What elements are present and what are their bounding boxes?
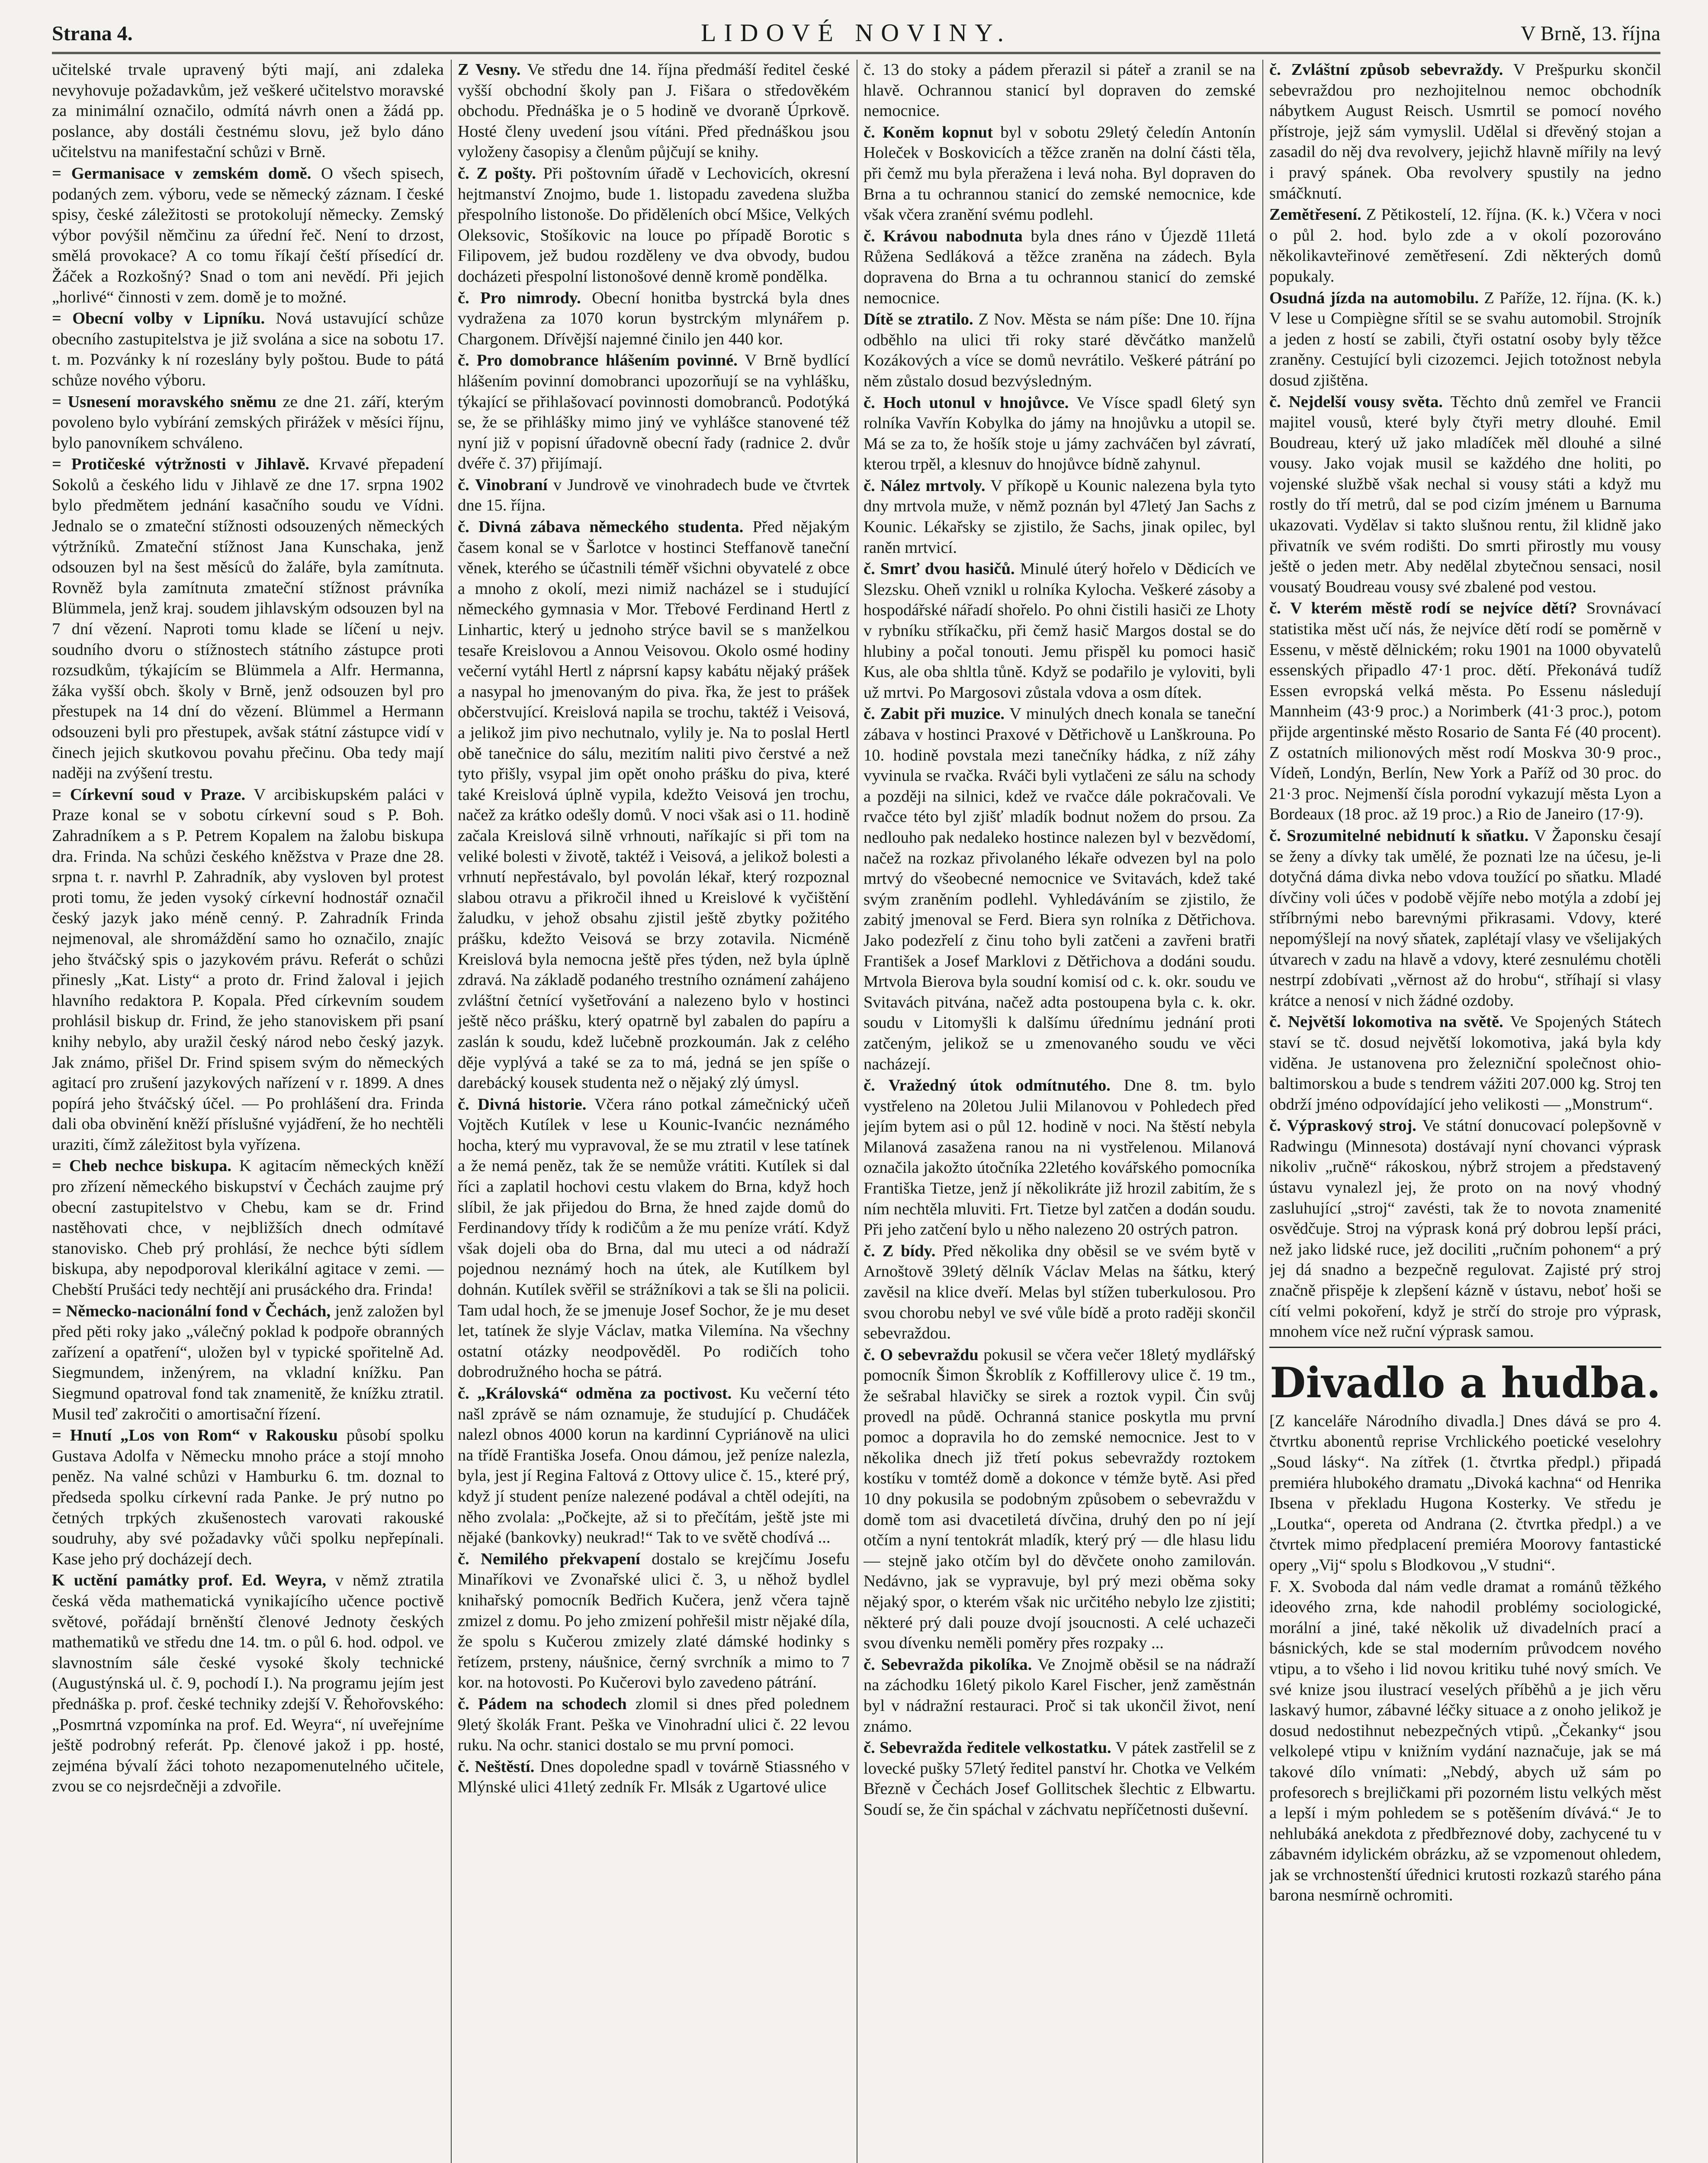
item-mark: č. (864, 476, 875, 495)
news-item (458, 1549, 850, 1693)
item-body: byla dnes ráno v Újezdě 11letá Růžena Sedláková a těžce zraněna na zádech. Byla dopravena do Brna a tu ochrannou stanicí do zemské nemocnice. (864, 227, 1255, 307)
item-headline: Obecní volby v Lipníku. (72, 309, 265, 328)
item-headline: Pro nimrody. (480, 289, 581, 307)
news-item (458, 475, 850, 516)
news-item (864, 704, 1255, 1075)
item-body: Před nějakým časem konal se v Šarlotce v hostinci Steffanově taneční věnek, kterého se účastnili téměř všichni obyvatelé z obce a mnoho z okolí, mezi nimiž nacházel se i studující německého gymnasia v Mor. Třebové Ferdinand Hertl z Linhartic, který u jednoho strýce bavil se s manželkou tesaře Kreislovou a Annou Veisovou. Okolo osmé hodiny večerní vytáhl Hertl z náprsní kapsy kabátu nějaký prášek a nasypal ho jmenovaným do piva. řka, že jest to prášek občerstvující. Kreislová napila se trochu, taktéž i Veisová, a jelikož jim pivo nechutnalo, vylily je. Na to poslal Hertl obě tanečnice do sálu, mezitím naliti pivo čerstvé a než tyto přišly, vsypal jim opět onoho prášku do piva, které také Kreislová úplně vypila, kdežto Veisová jen trochu, načež za krátko odešly domů. V noci však asi o 11. hodině začala Kreislová silně vrhnouti, naříkajíc si při tom na veliké bolesti v životě, taktéž i Veisová, a jelikož bolesti a vrhnutí nepřestávalo, byl povolán lékař, který rozpoznal slabou otravu a přikročil ihned u Kreislové k vyčištění žaludku, v jehož obsahu zjistil ještě zbytky požitého prášku, kdežto Veisová se brzy zotavila. Nicméně Kreislová byla nemocna ještě přes týden, než byla úplně zdravá. Na základě podaného trestního oznámení zahájeno zvláštní četnící vyšetřování a nalezeno bylo v hostinci ještě něco prášku, který opatrně byl zabalen do papíru a zaslán k soudu, kdež lučebně prozkoumán. Jak z celého děje vyplývá a také se za to má, jedná se jen spíše o darebácký kousek studenta než o nějaký zlý úmysl. (458, 518, 850, 1092)
news-item (1269, 1577, 1661, 1906)
item-headline: Smrť dvou hasičů. (880, 560, 1015, 578)
item-body: ze dne 21. září, kterým povoleno bylo vybírání zemských přirážek v měsíci říjnu, bylo panovníkem schváleno. (52, 392, 444, 452)
item-body: č. 13 do stoky a pádem přerazil si páteř a zranil se na hlavě. Ochrannou stanicí byl dopraven do zemské nemocnice. (864, 61, 1255, 120)
item-body: dostalo se krejčímu Josefu Minaříkovi ve Zvonařské ulici č. 3, u něhož bydlel knihařský pomocník Bedřich Kučera, jenž včera tajně zmizel z domu. Po jeho zmizení pohřešil mistr nějaké díla, že spolu s Kučerou zmizely zlaté dámské hodinky s řetízem, prsteny, náušnice, černý svrchník a mimo to 7 kor. na hotovosti. Po Kučerovi bylo zavedeno pátrání. (458, 1550, 850, 1692)
item-headline: Protičeské výtržnosti v Jihlavě. (71, 455, 310, 474)
item-body: Před několika dny oběsil se ve svém bytě v Arnoštově 39letý dělník Václav Melas na šátku, který zavěsil na klice dveří. Melas byl stížen tuberkulosou. Pro svou chorobu nebyl ve své vůle bídě a proto raději skončil sebevraždou. (864, 1242, 1255, 1343)
news-item (1269, 288, 1661, 391)
item-mark: č. (458, 1550, 469, 1568)
news-item (458, 517, 850, 1094)
item-headline: Vinobraní (475, 475, 548, 494)
item-headline: Srozumitelné nebidnutí k sňatku. (1287, 826, 1529, 845)
item-body: Krvavé přepadení Sokolů a českého lidu v Jihlavě ze dne 17. srpna 1902 bylo předmětem jednání kasačního soudu ve Vídni. Jednalo se o zmateční stížnosti odsouzených německých výtržníků. Zmateční stížnost Jana Kunschaka, jenž odsouzen byl na šest měsíců do žaláře, byla zamítnuta. Rovněž byla zamítnuta zmateční stížnost právníka Blümmela, jenž kraj. soudem jihlavským odsouzen byl na 7 dní vězení. Naproti tomu klade se líčení u nejv. soudního dvoru o stížnostech státního zástupce proti rozsudkům, týkajícím se Blümmela a Alfr. Hermanna, žáka vyšší obch. školy v Brně, jenž odsouzen byl pro přestupek na 14 dní do vězení. Blümmel a Hermann odsouzeni byli pro přestupek, avšak státní zástupce vidí v činech jejich skutkovou povahu přečinu. Oba tedy mají naději na zvýšení trestu. (52, 455, 444, 783)
item-headline: Největší lokomotiva na světě. (1288, 1013, 1503, 1031)
item-headline: Z Vesny. (458, 61, 521, 79)
column-3 (864, 60, 1255, 2163)
news-item (1269, 205, 1661, 287)
item-headline: V kterém městě rodí se nejvíce dětí? (1290, 599, 1577, 618)
item-body: Ve Spojených Státech staví se tč. dosud největší lokomotiva, jaká byla kdy viděna. Je ustanovena pro železniční společnost ohio-baltimorskou a bude s tendrem vážiti 207.000 kg. Stroj ten obdrží jméno odpovídající jeho velikosti — „Monstrum“. (1269, 1013, 1661, 1114)
news-item (1269, 1116, 1661, 1342)
item-body: Ve Znojmě oběsil se na nádraží na záchodku 16letý pikolo Karel Fischer, jenž zaměstnán byl v nádražní restauraci. Proč si tak ukončil život, není známo. (864, 1655, 1255, 1736)
item-body: V arcibiskupském paláci v Praze konal se v sobotu církevní soud s P. Boh. Zahradníkem a s P. Petrem Kopalem na žalobu biskupa dra. Frinda. Na schůzi českého kněžstva v Praze dne 28. srpna t. r. navrhl P. Zahradník, aby vysloven byl protest proti tomu, že jeden vysoký církevní hodnostář označil český jazyk jako méně cenný. P. Zahradník Frinda nejmenoval, ale shromáždění samo ho označilo, znajíc jeho štváčský spis o jazykovém právu. Referát o schůzi přinesly „Kat. Listy“ a proto dr. Frind žaloval i jejich hlavního redaktora P. Kopala. Před církevním soudem prohlásil biskup dr. Frind, že jeho stanoviskem při psaní knihy nebylo, aby uražil český národ nebo český jazyk. Jak známo, přišel Dr. Frind spisem svým do německých agitací pro zrušení jazykových nařízení v r. 1899. A dnes popírá jeho štváčský účel. — Po prohlášení dra. Frinda dali oba obvinění kněží příslušné vyjádření, že ho nechtěli uraziti, čímž záležitost byla vyřízena. (52, 785, 444, 1154)
item-headline: „Královská“ odměna za poctivost. (477, 1384, 732, 1402)
item-mark: č. (1269, 1117, 1281, 1135)
item-body: O všech spisech, podaných zem. výboru, vede se německý záznam. I české spisy, české záležitosti se protokolují německy. Zemský výbor povýšil němčinu za úřední řeč. Není to drzost, smělá provokace? A co tomu říkají čeští přísedící dr. Žáček a Rozkošný? Snad o tom ani nevědí. Při jejich „horlivé“ činnosti v zem. domě je to možné. (52, 164, 444, 306)
news-item (458, 350, 850, 474)
page-label: Strana 4. (52, 22, 133, 45)
item-body: V Brně bydlící hlášením povinní domobranci upozorňují se na vyhlášku, týkající se přihlašovací povinnosti domobranců. Podotýká se, že se přihlášky mimo jiný ve vyhlášce stanovené též nyní již v popisní úřadovně obecní řady (radnice 2. dvůr dvéře č. 37) přijímají. (458, 351, 850, 473)
news-item (864, 393, 1255, 475)
item-headline: Pádem na schodech (478, 1694, 627, 1713)
item-body: Z Pětikostelí, 12. října. (K. k.) Včera v noci o půl 2. hod. bylo zde a v okolí pozorováno několikavteřinové zemětřesení. Zdi některých domů popukaly. (1269, 205, 1661, 286)
item-body: V Prešpurku skončil sebevraždou pro nezhojitelnou nemoc obchodník nábytkem August Reisch. Usmrtil se pomocí nového přístroje, jejž sám vymyslil. Udělal si dřevěný stojan a zasadil do něj dva revolvery, jejichž hlavně mířily na levý i pravý spánek. Oba revolvery spustily na jedno smáčknutí. (1269, 61, 1661, 202)
column-2 (458, 60, 850, 2163)
column-1 (52, 60, 444, 2163)
item-mark: č. (1269, 599, 1281, 618)
item-mark: č. (458, 1694, 469, 1713)
item-mark: č. (458, 475, 469, 494)
item-body: V příkopě u Kounic nalezena byla tyto dny mrtvola muže, v němž poznán byl 47letý Jan Sachs z Kounic. Lékařsky se zjistilo, že Sachs, jinak opilec, byl raněn mrtvicí. (864, 476, 1255, 557)
item-headline: Zemětřesení. (1269, 205, 1361, 224)
news-item (52, 1156, 444, 1300)
page-header (52, 12, 1660, 54)
news-item (458, 60, 850, 163)
item-body: působí spolku Gustava Adolfa v Německu mnoho práce a stojí mnoho peněz. Na valné schůzi v Hamburku 6. tm. doznal to předseda spolku církevní rada Panke. Je prý nutno po četných trpkých zkušenostech varovati rakouské soudruhy, aby své požadavky vůči spolku nepřepínali. Kase jeho prý docházejí dech. (52, 1426, 444, 1568)
item-mark: č. (864, 1242, 875, 1260)
item-body: V Žaponsku česají se ženy a dívky tak umělé, že poznati lze na účesu, je-li dotyčná dáma divka nebo vdova toužící po sňatku. Mladé dívčiny voli účes v podobě vějíře nebo motýla a zdobí jej stříbrnými nebo barevnými přikrasami. Vdovy, které nepomýšlejí na nový sňatek, zaplétají vlasy ve všelijakých útvarech v zadu na hlavě a vdovy, které zesnulému chotěli nestrpí zdobívati „věrnost až do hrobu“, stříhají si vlasy krátce a nenosí v nich žádné ozdoby. (1269, 826, 1661, 1010)
news-item (864, 1655, 1255, 1737)
item-headline: Pro domobrance hlášením povinné. (476, 351, 738, 370)
item-mark: č. (864, 1076, 875, 1095)
item-headline: Divná historie. (477, 1095, 587, 1114)
news-item (864, 60, 1255, 122)
item-headline: K uctění památky prof. Ed. Weyra, (52, 1571, 327, 1590)
item-headline: Nemilého překvapení (481, 1550, 640, 1568)
item-mark: = (52, 309, 61, 328)
section-rule (1269, 1347, 1661, 1348)
news-item (458, 1694, 850, 1756)
item-body: Srovnávací statistika měst učí nás, že nejvíce dětí rodí se poměrně v Essenu, v městě dělnickém; roku 1901 na 1000 obyvatelů essenských připadlo 47·1 proc. dětí. Překonává tudíž Essen evropská velká města. Po Essenu následují Mannheim (43·9 proc.) a Norimberk (41·3 proc.), potom přijde argentinské město Rosario de Santa Fé (40 procent). Z ostatních milionových měst rodí Moskva 30·9 proc., Vídeň, Londýn, Berlín, New York a Paříž od 30 proc. do 21·3 proc. Nejmenší čísla porodní vykazují města Lyon a Bordeaux (18 proc. až 19 proc.) a Rio de Janeiro (17·9). (1269, 599, 1661, 824)
item-mark: č. (864, 1655, 875, 1674)
item-mark: č. (458, 1095, 469, 1114)
news-item (864, 1345, 1255, 1654)
news-item (458, 164, 850, 287)
item-headline: Z bídy. (882, 1242, 936, 1260)
item-body: pokusil se včera večer 18letý mydlářský pomocník Šimon Škroblík z Koffillerovy ulice č. 19 tm., že sešrabal hlavičky se sirek a roztok vypil. Čin svůj provedl na půdě. Ochranná stanice poskytla mu první pomoc a dopravila ho do zemské nemocnice. Jest to v několika dnech již třetí pokus sebevraždy roztokem kostíku v tomtéž domě a dokonce v témže bytě. Asi před 10 dny pokusila se podobným způsobem o sebevraždu v domě tom asi dvacetiletá dívčina, druhý den po ní její otčím a nyní tentokrát mladík, který prý — dle hlasu lidu — stejně jako otčím byl do děvčete onoho zamilován. Nedávno, jak se vypravuje, byl prý mezi oběma soky nějaký spor, o kterém však nic určitého nebylo lze zjistiti; některé prý dali pouze dvojí jsoucnosti. A celé uchazeči svou dívenku neměli poměry přes rozpaky ... (864, 1345, 1255, 1653)
news-item (864, 1075, 1255, 1240)
item-body: Nová ustavující schůze obecního zastupitelstva je již svolána a sice na sobotu 17. t. m. Pozvánky k ní rozeslány byly poštou. Bude to pátá schůze nového výboru. (52, 309, 444, 389)
column-rule (1262, 60, 1263, 2163)
news-item (52, 785, 444, 1155)
item-mark: č. (864, 123, 875, 141)
news-item (864, 309, 1255, 392)
news-item (458, 1094, 850, 1383)
item-mark: č. (1269, 1013, 1281, 1031)
item-headline: Sebevražda pikolíka. (881, 1655, 1032, 1674)
item-mark: = (52, 164, 61, 183)
item-mark: = (52, 1157, 61, 1175)
item-body: zlomil si dnes před polednem 9letý školák Frant. Peška ve Vinohradní ulici č. 22 levou ruku. Na ochr. stanici dostalo se mu první pomoci. (458, 1694, 850, 1755)
item-headline: Zabit při muzice. (880, 705, 1005, 723)
columns (52, 60, 1660, 2163)
section-title: Divadlo a hudba. (1270, 1358, 1661, 1407)
item-body: Minulé úterý hořelo v Dědicích ve Slezsku. Oheň vznikl u rolníka Kylocha. Veškeré zásoby a hospodářské nářadí shořelo. Po ohni čistili hasiči ze Lhoty v rybníku stříkačku, při čemž hasič Margos dostal se do hlubiny a počal tonouti. Jemu přispěl ku pomoci hasič Kus, ale oba shltla tůně. Když se podařilo je vyloviti, byli už mrtvi. Po Margosovi zůstala vdova a osm dítek. (864, 560, 1255, 702)
news-item (864, 1241, 1255, 1344)
news-item (52, 164, 444, 308)
item-body: Při poštovním úřadě v Lechovicích, okresní hejtmanství Znojmo, bude 1. listopadu zavedena služba přespolního listonoše. Do přiděleních obcí Mšice, Velkých Oleksovic, Stošíkovic na louce po případě Borotic s Filipovem, jež budou rozděleny ve dva obvody, budou docházeti přespolní listonošové denně kromě pondělka. (458, 164, 850, 286)
item-mark: = (52, 1302, 61, 1320)
item-headline: Z pošty. (476, 164, 536, 183)
item-headline: Osudná jízda na automobilu. (1269, 289, 1479, 307)
item-body: V minulých dnech konala se taneční zábava v hostinci Praxové v Dětřichově u Lanškrouna. Po 10. hodině povstala mezi tanečníky hádka, z níž záhy vyvinula se rvačka. Rváči byli vytlačeni ze sálu na schody a později na silnici, kdež ve rvačce dále pokračovali. Ve rvačce této byl zjišť mladík bodnut nožem do prsou. Za nedlouho pak nedaleko hostince nalezen byl v bezvědomí, načež na rozkaz přivolaného lékaře odvezen byl na polo mrtvý do všeobecné nemocnice ve Svitavách, kdež také svým zraněním podlehl. Vyhledáváním se zjistilo, že zabitý jmenoval se Ferd. Biera syn rolníka z Dětřichova. Jako podezřelí z činu toho byli zatčeni a zavřeni bratři František a Josef Marklovi z Dětřichova a dodáni soudu. Mrtvola Bierova byla soudní komisí od c. k. okr. soudu ve Svitavách pitvána, načež adta postoupena byla c. k. okr. soudu v Litomyšli k dalšímu úřednímu jednání proti zatčeným, jelikož se u zmenovaného soudu ve věci nacházejí. (864, 705, 1255, 1073)
news-item (1269, 1411, 1661, 1576)
item-headline: Zvláštní způsob sebevraždy. (1291, 61, 1503, 79)
item-mark: č. (458, 1757, 469, 1776)
news-item (52, 1301, 444, 1425)
item-mark: č. (458, 289, 469, 307)
item-body: učitelské trvale upravený býti mají, ani zdaleka nevyhovuje požadavkům, jež veškeré učitelstvo moravské za minimální označilo, odmítá návrh onen a žádá pp. poslance, aby dostáli čestnému slovu, jež bylo dáno učitelstvu na manifestační schůzi v Brně. (52, 61, 444, 161)
news-item (864, 559, 1255, 703)
item-mark: = (52, 455, 61, 474)
item-mark: č. (1269, 61, 1281, 79)
item-mark: č. (864, 1345, 875, 1364)
item-mark: č. (458, 164, 469, 183)
item-body: Těchto dnů zemřel ve Francii majitel vousů, které byly čtyři metry dlouhé. Emil Boudreau, který už jako mladíček měl dlouhé a silné vousy. Jako vojak musil se každého dne holiti, po vojenské službě však nechal si vousy státi a když mu rostly do tří metrů, dal se pod cizím jménem u Barnuma ukazovati. Vydělav si takto slušnou rentu, žil klidně jako přivatník ve svém rodišti. Do smrti přirostly mu vousy ještě o jeden metr. Aby nedělal zbytečnou sensaci, nosil vousatý Boudreau vousy své zbalené pod vestou. (1269, 392, 1661, 596)
news-item (864, 476, 1255, 558)
item-headline: Divná zábava německého studenta. (478, 518, 744, 536)
column-rule (451, 60, 452, 2163)
paper-title: LIDOVÉ NOVINY. (700, 19, 1012, 47)
item-body: Ku večerní této našl zprávě se nám oznamuje, že studující p. Chudáček nalezl obnos 4000 korun na kardinní Cypriánově na ulici na třídě Františka Josefa. Onou dámou, jež peníze nalezla, byla, jest jí Regina Faltová z Ottovy ulice č. 15., které prý, když jí student peníze nalezené podával a chtěl odejíti, na něho zvolala: „Počkejte, až si to přečítám, ještě jste mi nějaké (bankovky) neukrad!“ Tak to ve světě chodívá ... (458, 1384, 850, 1547)
item-body: Včera ráno potkal zámečnický učeň Vojtěch Kutílek v lese u Kounic-Ivanćic neznámého hocha, který mu vypravoval, že se mu ztratil v lese tatínek a že nemá peněz, tak že se nemůže vrátiti. Kutílek si dal říci a zaplatil hochovi cestu vlakem do Brna, když hoch slíbil, že jak přijedou do Brna, že hned zajde domů do Ferdinandovy třídy k rodičům a že mu peníze vrátí. Když však dojeli oba do Brna, dal mu uteci a od nádraží pojednou neznámý hoch na útek, ale Kutílkem byl dohnán. Kutílek svěřil se strážníkovi a tak se šli na policii. Tam udal hoch, že se jmenuje Josef Sochor, že je mu deset let, tatínek že slyje Václav, matka Vilemína. Na všechny ostatní otázky neodpověděl. Po rodičích toho dobrodružného hocha se pátrá. (458, 1095, 850, 1381)
item-body: Ve Vísce spadl 6letý syn rolníka Vavřín Kobylka do jámy na hnojůvku a utopil se. Má se za to, že hošík stoje u jámy zachváčen byl závratí, kterou trpěl, a klesnuv do hnojůvce bídně zahynul. (864, 393, 1255, 474)
item-headline: Nález mrtvoly. (880, 476, 986, 495)
item-mark: č. (864, 227, 875, 245)
item-body: Obecní honitba bystrcká byla dnes vydražena za 1070 korun bystrckým mlynářem p. Chargonem. Dřívější najemné činilo jen 440 kor. (458, 289, 850, 348)
item-headline: Hoch utonul v hnojůvce. (883, 393, 1069, 412)
news-item (52, 60, 444, 163)
news-item (1269, 60, 1661, 204)
item-mark: č. (864, 393, 875, 412)
item-mark: č. (1269, 392, 1281, 411)
item-mark: č. (864, 705, 875, 723)
news-item (458, 1757, 850, 1798)
news-item (52, 308, 444, 391)
news-item (52, 392, 444, 454)
item-mark: č. (458, 1384, 469, 1402)
item-body: Ve státní donucovací polepšovně v Radwingu (Minnesota) dostávají nyní chovanci výprask nikoliv „ručně“ rákoskou, nýbrž strojem a představený ústavu vynalezl jej, že proto on na nový vhodný zasluhující „stroj“ zavésti, tak že to novota znamenité osvědčuje. Stroj na výprask koná prý dobrou lepší práci, než jako lidské ruce, jež dociliti „ručním pohonem“ a prý jej dá snadno a bezpečně regulovat. Zajisté prý stroj značně přispěje k zlepšení kázně v ústavu, neboť hoši se cítí velmi pokoření, když je strčí do stroje pro výprask, mnohem více než ruční výprask samou. (1269, 1117, 1661, 1341)
item-body: Z Paříže, 12. října. (K. k.) V lese u Compiègne sřítil se se svahu automobil. Strojník a jeden z hostí se zabili, čtyři ostatní osoby byly těžce zraněny. Cestující byli cizozemci. Jejich totožnost nebyla dosud zjištěna. (1269, 289, 1661, 389)
item-headline: Neštěstí. (475, 1757, 535, 1776)
item-headline: Nejdelší vousy světa. (1288, 392, 1443, 411)
item-mark: č. (458, 518, 469, 536)
news-item (458, 1383, 850, 1548)
item-body: K agitacím německých kněží pro zřízení německého biskupství v Čechách zaujme prý obecní zastupitelstvo v Chebu, kam se dr. Frind nastěhovati chce, v nejbližších dnech odmítavé stanovisko. Cheb prý prohlásí, že nechce býti sídlem biskupa, aby nepodporoval klerikální agitace v zemi. — Chebští Prušáci tedy nechtějí ani prusáckého dra. Frinda! (52, 1157, 444, 1299)
item-headline: Hnutí „Los von Rom“ v Rakousku (70, 1426, 338, 1445)
news-item (864, 226, 1255, 308)
item-headline: Sebevražda ředitele velkostatku. (880, 1739, 1111, 1757)
item-headline: Krávou nabodnuta (883, 227, 1023, 245)
item-body: jenž založen byl před pěti roky jako „válečný poklad k podpoře obranných zařízení a opatření“, uložen byl v typické spořitelně Ad. Siegmundem, inženýrem, na vkladní knížku. Pan Siegmund opatroval fond tak znamenitě, že knížku ztratil. Musil teď zakročiti o amortisační řízení. (52, 1302, 444, 1423)
item-headline: Koněm kopnut (883, 123, 993, 141)
news-item (1269, 1012, 1661, 1115)
item-headline: Dítě se ztratilo. (864, 310, 973, 329)
item-headline: Církevní soud v Praze. (70, 785, 246, 804)
item-mark: = (52, 1426, 61, 1445)
column-4 (1269, 60, 1661, 2163)
item-body: byl v sobotu 29letý čeledín Antonín Holeček v Boskovicích a těžce zraněn na dolní části těla, při čemž mu byla přeražena i levá noha. Byl dopraven do Brna a tu ochrannou stanicí do zemské nemocnice, kde však včera zranění svému podlehl. (864, 123, 1255, 224)
item-headline: O sebevraždu (880, 1345, 979, 1364)
news-item (458, 288, 850, 350)
news-item (52, 1425, 444, 1569)
news-item (1269, 392, 1661, 598)
item-headline: Výpraskový stroj. (1287, 1117, 1416, 1135)
date-line: V Brně, 13. října (1520, 22, 1660, 45)
item-headline: Germanisace v zemském domě. (71, 164, 311, 183)
item-mark: č. (864, 560, 875, 578)
item-body: Z Nov. Města se nám píše: Dne 10. října odběhlo na ulici tři roky staré děvčátko manželů Kozákových a více se domů nevrátilo. Veškeré pátrání po něm zůstalo dosud bezvýsledným. (864, 310, 1255, 390)
item-headline: Cheb nechce biskupa. (69, 1157, 232, 1175)
news-item (1269, 598, 1661, 825)
item-headline: Vražedný útok odmítnutého. (888, 1076, 1111, 1095)
item-headline: Německo-nacionální fond v Čechách, (66, 1302, 331, 1320)
item-mark: č. (864, 1739, 875, 1757)
item-body: V pátek zastřelil se z lovecké pušky 57letý ředitel panství hr. Chotka ve Velkém Březně v Čechách Josef Gollitschek šlechtic z Elbwartu. Soudí se, že čin spáchal v záchvatu nepříčetnosti duševní. (864, 1739, 1255, 1819)
item-headline: Usnesení moravského sněmu (67, 392, 277, 411)
item-mark: č. (1269, 826, 1281, 845)
item-mark: = (52, 392, 61, 411)
item-body: Dnes dopoledne spadl v továrně Stiassného v Mlýnské ulici 41letý zedník Fr. Mlsák z Ugartové ulice (458, 1757, 850, 1797)
item-body: v Jundrově ve vinohradech bude ve čtvrtek dne 15. října. (458, 475, 850, 515)
item-mark: č. (458, 351, 469, 370)
item-body: F. X. Svoboda dal nám vedle dramat a románů těžkého ideového zrna, kde nahodil problémy sociologické, morální a jiné, také několik už divadelních prací a básnických, kde se stal moderním průvodcem nového vtipu, a to všeho i lid novou kritiku tuhé nový smích. Ve své knize jsou ilustrací veselých příběhů a je jich věru laskavý humor, zábavné léčky situace a z onoho jelikož je dosud nedostihnut nebezpečných vtipů. „Čekanky“ jsou velkolepé vtipu v knižním vydání naznačuje, jak se má takové dílo vnímati: „Nebdý, abych už sám po profesorech s brejličkami při pozorném listu velkých měst a lepší i mým pohledem se s potěšením dívává.“ Je to nehlubáká anekdota z předbřeznové doby, zachycené tu v zábavném idylickém obrázku, až se vzpomenout ohledem, jak se vrchnostenští úřednici krutosti rozkazů starého pána barona nesmírně ochromiti. (1269, 1577, 1661, 1905)
news-item (52, 454, 444, 784)
item-mark: = (52, 785, 61, 804)
item-body: Dne 8. tm. bylo vystřeleno na 20letou Julii Milanovou v Pohledech před jejím bytem asi o půl 12. hodině v noci. Na štěstí nebyla Milanová zasažena ranou na ni vystřelenou. Milanová označila jakožto útočníka 22letého kovářského pomocníka Františka Tietze, jenž jí několikráte již hrozil zabitím, že s ním nechtěla mluviti. Frt. Tietze byl zatčen a dodán soudu. Při jeho zatčení bylo u něho nalezeno 20 ostrých patron. (864, 1076, 1255, 1239)
news-item (1269, 826, 1661, 1011)
item-body: [Z kanceláře Národního divadla.] Dnes dává se pro 4. čtvrtku abonentů reprise Vrchlického poetické veselohry „Soud lásky“. Na zítřek (1. čtvrtka předpl.) připadá premiéra hlubokého dramatu „Divoká kachna“ od Henrika Ibsena v překladu Hugona Kosterky. Ve středu je „Loutka“, opereta od Andrana (2. čtvrtka předpl.) a ve čtvrtek mimo předplacení premiéra Moorovy fantastické opery „Vij“ spolu s Blodkovou „V studni“. (1269, 1412, 1661, 1574)
news-item (864, 1738, 1255, 1820)
news-item (864, 122, 1255, 225)
news-item (52, 1570, 444, 1797)
item-body: v němž ztratila česká věda mathematická vynikajícího učence poctivě světové, pořádají brněnští členové Jednoty českých mathematiků ve středu dne 14. tm. o půl 6. hod. odpol. ve slavnostním sále české vysoké školy technické (Augustýnská ul. č. 9, pochodí I.). Na programu jejím jest přednáška p. prof. české techniky zdejší V. Řehořovského: „Posmrtná vzpomínka na prof. Ed. Weyra“, ní uveřejníme ještě podrobný referát. Pp. členové jakož i pp. hosté, zejména bývalí žáci tohoto nezapomenutelného učitele, zvou se co nejsrdečněji a zdvořile. (52, 1571, 444, 1796)
item-body: Ve středu dne 14. října předmáší ředitel české vyšší obchodní školy pan J. Fišara o středověkém obchodu. Přednáška je o 5 hodině ve dvoraně Úprkově. Hosté členy uvedení jsou vítáni. Před přednáškou jsou vyloženy časopisy a členům půjčují se knihy. (458, 61, 850, 161)
